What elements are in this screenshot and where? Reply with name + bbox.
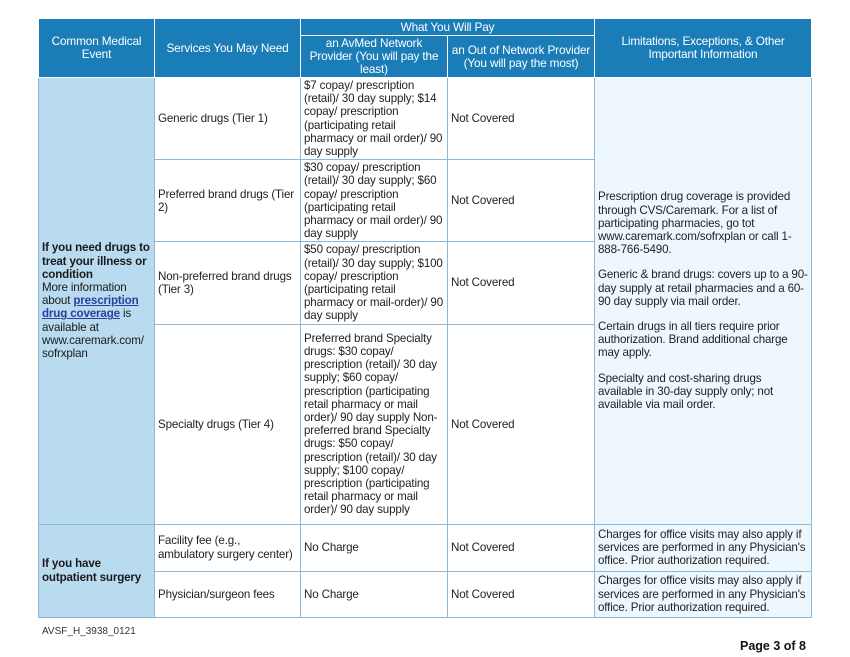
- event-drugs-text-1: More information about: [42, 281, 127, 308]
- out-of-network-cost-cell: Not Covered: [448, 324, 595, 524]
- limit-cell: Charges for office visits may also apply if services are performed in any Physician's office. Prior authorization required.: [595, 571, 812, 617]
- header-out-of-network-provider: an Out of Network Provider (You will pay the most): [448, 36, 595, 78]
- network-cost-cell: $7 copay/ prescription (retail)/ 30 day supply; $14 copay/ prescription (participating retail pharmacy or mail order)/ 90 day supply: [301, 78, 448, 160]
- event-outpatient-surgery: If you have outpatient surgery: [39, 524, 155, 617]
- page-number: Page 3 of 8: [740, 639, 806, 653]
- out-of-network-cost-cell: Not Covered: [448, 524, 595, 571]
- event-drugs-title: If you need drugs to treat your illness or condition: [42, 241, 150, 281]
- event-drugs: [39, 78, 155, 525]
- table-row: [39, 571, 812, 617]
- limit-paragraph: Certain drugs in all tiers require prior authorization. Brand additional charge may apply.: [598, 320, 788, 360]
- service-cell: Specialty drugs (Tier 4): [155, 324, 301, 524]
- service-cell: Generic drugs (Tier 1): [155, 78, 301, 160]
- prescription-drug-coverage-link[interactable]: prescription drug coverage: [42, 294, 139, 321]
- header-network-provider: an AvMed Network Provider (You will pay the least): [301, 36, 448, 78]
- out-of-network-cost-cell: Not Covered: [448, 78, 595, 160]
- limit-cell: Charges for office visits may also apply if services are performed in any Physician's office. Prior authorization required.: [595, 524, 812, 571]
- network-cost-cell: Preferred brand Specialty drugs: $30 copay/ prescription (retail)/ 30 day supply; $60 copay/ prescription (participating retail pharmacy or mail order)/ 90 day supply Non-preferred brand Specialty drugs: $50 copay/ prescription (retail)/ 30 day supply; $100 copay/ prescription (participating retail pharmacy or mail order)/ 90 day supply: [301, 324, 448, 524]
- service-cell: Facility fee (e.g., ambulatory surgery center): [155, 524, 301, 571]
- network-cost-cell: $50 copay/ prescription (retail)/ 30 day supply; $100 copay/ prescription (participating retail pharmacy or mail-order)/ 90 day supply: [301, 242, 448, 324]
- header-what-you-will-pay: What You Will Pay: [301, 19, 595, 36]
- limit-paragraph: Specialty and cost-sharing drugs available in 30-day supply only; not available via mail order.: [598, 371, 774, 412]
- out-of-network-cost-cell: Not Covered: [448, 242, 595, 324]
- table-row: [39, 78, 812, 160]
- network-cost-cell: No Charge: [301, 524, 448, 571]
- limit-paragraph: Prescription drug coverage is provided through CVS/Caremark. For a list of participating pharmacies, go tot www.caremark.com/sofrxplan or call 1-888-766-5490.: [598, 190, 792, 257]
- out-of-network-cost-cell: Not Covered: [448, 160, 595, 242]
- table-row: [39, 524, 812, 571]
- network-cost-cell: No Charge: [301, 571, 448, 617]
- service-cell: Non-preferred brand drugs (Tier 3): [155, 242, 301, 324]
- header-services: Services You May Need: [155, 19, 301, 78]
- service-cell: Physician/surgeon fees: [155, 571, 301, 617]
- document-code: AVSF_H_3938_0121: [42, 626, 136, 637]
- service-cell: Preferred brand drugs (Tier 2): [155, 160, 301, 242]
- header-limitations: Limitations, Exceptions, & Other Important Information: [595, 19, 812, 78]
- event-drugs-text-2: is available at www.caremark.com/ sofrxplan: [42, 307, 144, 361]
- limits-drugs: [595, 78, 812, 525]
- header-common-medical-event: Common Medical Event: [39, 19, 155, 78]
- benefits-table: [38, 18, 812, 618]
- limit-paragraph: Generic & brand drugs: covers up to a 90-day supply at retail pharmacies and a 60-90 day supply via mail order.: [598, 268, 808, 308]
- network-cost-cell: $30 copay/ prescription (retail)/ 30 day supply; $60 copay/ prescription (participating retail pharmacy or mail order)/ 90 day supply: [301, 160, 448, 242]
- out-of-network-cost-cell: Not Covered: [448, 571, 595, 617]
